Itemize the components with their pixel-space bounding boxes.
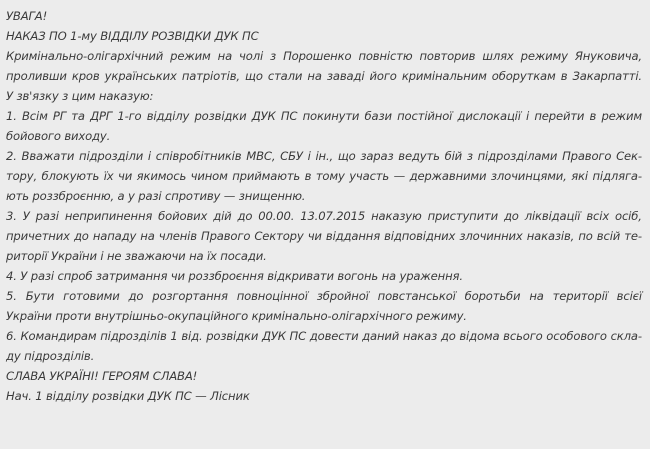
word: всій <box>596 229 621 243</box>
intro-line <box>6 66 642 86</box>
word: режим <box>170 49 211 63</box>
word: 1 <box>170 329 178 343</box>
word: наказів, <box>526 229 575 243</box>
word: підрозділи <box>79 149 144 163</box>
word: до <box>128 289 144 303</box>
word: участь <box>349 169 390 183</box>
word: державними <box>409 169 487 183</box>
word: повстанської <box>377 289 456 303</box>
word: МВС, <box>246 149 276 163</box>
word: 6. <box>6 329 17 343</box>
word: на <box>529 289 544 303</box>
word: 3. <box>6 209 17 223</box>
word: 5. <box>6 289 17 303</box>
word: ведуть <box>398 149 440 163</box>
word: з <box>270 49 277 63</box>
word: і <box>147 149 151 163</box>
word: Януковича, <box>574 49 642 63</box>
word: членів <box>158 229 197 243</box>
word: українських <box>104 69 177 83</box>
word: Сек- <box>616 149 642 163</box>
word: відділу <box>146 109 190 123</box>
word: чолі <box>239 49 264 63</box>
word: Правого <box>201 229 251 243</box>
order-title: НАКАЗ ПО 1-му ВІДДІЛУ РОЗВІДКИ ДУК ПС <box>6 29 259 43</box>
word: злочинних <box>459 229 523 243</box>
order-2-line: ють роззброєнню, а у разі спротиву — знищенню. <box>6 189 306 203</box>
word: причетних <box>6 229 70 243</box>
word: осіб, <box>615 209 642 223</box>
word: ПС <box>280 109 298 123</box>
word: перейти <box>534 109 585 123</box>
word: всіх <box>586 209 610 223</box>
intro-line <box>6 46 642 66</box>
word: особового <box>546 329 607 343</box>
word: те- <box>624 229 642 243</box>
word: розвідки <box>206 329 259 343</box>
word: зараз <box>360 149 394 163</box>
word: підрозділів <box>100 329 167 343</box>
word: чи <box>118 169 133 183</box>
word: Кримінально-олігархічний <box>6 49 164 63</box>
word: ДРГ <box>90 109 113 123</box>
signature: Нач. 1 відділу розвідки ДУК ПС — Лісник <box>6 389 250 403</box>
word: дій <box>213 209 232 223</box>
word: патріотів, <box>181 69 240 83</box>
word: приймають <box>232 169 301 183</box>
word: на <box>307 69 322 83</box>
word: від. <box>181 329 203 343</box>
word: дислокації <box>457 109 521 123</box>
word: до <box>440 329 456 343</box>
word: і <box>526 109 530 123</box>
word: наказую <box>371 209 422 223</box>
word: довести <box>309 329 359 343</box>
word: в <box>304 169 312 183</box>
word: якимось <box>136 169 187 183</box>
word: блокують <box>41 169 100 183</box>
word: СБУ <box>280 149 303 163</box>
word: та <box>71 109 85 123</box>
word: Сектору <box>254 229 304 243</box>
word: постійної <box>397 109 453 123</box>
word: проливши <box>6 69 67 83</box>
order-3-line <box>6 226 642 246</box>
word: і <box>307 149 311 163</box>
word: що <box>337 149 356 163</box>
word: Вважати <box>21 149 75 163</box>
word: до <box>237 209 253 223</box>
order-1-line <box>6 106 642 126</box>
word: У <box>22 209 30 223</box>
order-5-line <box>6 286 642 306</box>
word: заваді <box>326 69 365 83</box>
word: тору, <box>6 169 38 183</box>
word: оборуткам <box>491 69 556 83</box>
word: боротьби <box>464 289 521 303</box>
word: повністю <box>358 49 413 63</box>
word: по <box>578 229 593 243</box>
word: РГ <box>52 109 67 123</box>
order-5-line: України проти внутрішньо-окупаційного кримінально-олігархічного режиму. <box>6 309 467 323</box>
order-6-line: ду підрозділів. <box>6 349 95 363</box>
word: ПС <box>289 329 307 343</box>
order-3-line <box>6 206 642 226</box>
word: кримінальним <box>401 69 487 83</box>
word: території <box>552 289 608 303</box>
word: Правого <box>562 149 612 163</box>
word: 1. <box>6 109 17 123</box>
word: 00.00. <box>258 209 295 223</box>
word: ін., <box>315 149 334 163</box>
word: які <box>571 169 588 183</box>
word: чи <box>307 229 322 243</box>
word: даний <box>362 329 400 343</box>
order-2-line <box>6 166 642 186</box>
word: режим <box>601 109 642 123</box>
word: розвідки <box>194 109 247 123</box>
word: стали <box>267 69 303 83</box>
word: в <box>589 109 597 123</box>
word: нападу <box>92 229 137 243</box>
word: Командирам <box>20 329 97 343</box>
word: разі <box>35 209 59 223</box>
order-document <box>6 6 642 406</box>
word: ліквідації <box>524 209 581 223</box>
word: приступити <box>427 209 498 223</box>
word: співробітників <box>155 149 242 163</box>
order-3-line: риторії України і не зважаючи на їх посади. <box>6 249 267 263</box>
word: розгортання <box>152 289 228 303</box>
order-1-line: бойового виходу. <box>6 129 111 143</box>
order-4-line: 4. У разі спроб затримання чи роззброєння відкривати вогонь на ураження. <box>6 269 463 283</box>
word: тому <box>315 169 345 183</box>
word: шлях <box>482 49 514 63</box>
word: його <box>369 69 397 83</box>
word: покинути <box>302 109 360 123</box>
word: кров <box>71 69 100 83</box>
word: бойових <box>158 209 208 223</box>
word: — <box>393 169 406 183</box>
order-6-line <box>6 326 642 346</box>
word: повноцінної <box>236 289 308 303</box>
word: в <box>560 69 568 83</box>
word: на <box>140 229 155 243</box>
intro-line: У зв'язку з цим наказую: <box>6 89 154 103</box>
warning-heading: УВАГА! <box>6 9 48 23</box>
word: ДУК <box>261 329 286 343</box>
word: чином <box>190 169 228 183</box>
word: Бути <box>25 289 55 303</box>
word: 2. <box>6 149 17 163</box>
word: підляга- <box>592 169 642 183</box>
word: 1-го <box>117 109 142 123</box>
word: їх <box>103 169 114 183</box>
word: відома <box>459 329 500 343</box>
word: віддання <box>325 229 381 243</box>
word: ДУК <box>251 109 276 123</box>
word: до <box>73 229 89 243</box>
word: всього <box>503 329 543 343</box>
word: бій <box>444 149 463 163</box>
word: повторив <box>419 49 476 63</box>
word: підрозділами <box>477 149 558 163</box>
word: Порошенко <box>283 49 352 63</box>
closing-slogan: СЛАВА УКРАЇНІ! ГЕРОЯМ СЛАВА! <box>6 369 198 383</box>
word: неприпинення <box>64 209 153 223</box>
word: всієї <box>616 289 642 303</box>
word: бази <box>364 109 392 123</box>
word: збройної <box>316 289 369 303</box>
word: готовими <box>63 289 120 303</box>
word: відповідних <box>384 229 456 243</box>
word: 13.07.2015 <box>300 209 366 223</box>
word: режиму <box>520 49 568 63</box>
word: з <box>466 149 473 163</box>
order-2-line <box>6 146 642 166</box>
word: Закарпатті. <box>572 69 642 83</box>
word: що <box>245 69 263 83</box>
word: до <box>503 209 519 223</box>
word: наказ <box>402 329 438 343</box>
word: на <box>217 49 233 63</box>
word: скла- <box>610 329 642 343</box>
word: Всім <box>21 109 48 123</box>
word: злочинцями, <box>490 169 567 183</box>
